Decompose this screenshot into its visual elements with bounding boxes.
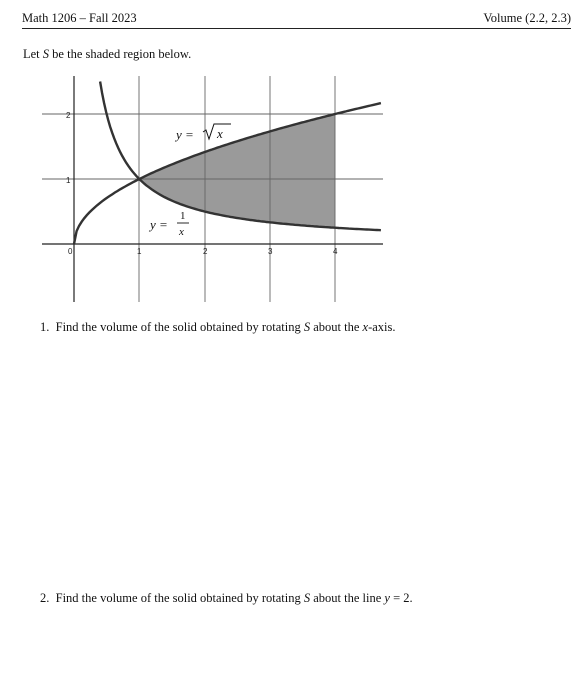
label-recip-lhs: y = xyxy=(150,217,168,232)
label-recip-num: 1 xyxy=(180,210,186,222)
q1-number: 1. xyxy=(40,320,50,334)
intro-var: S xyxy=(42,47,50,61)
q1-text-c: -axis. xyxy=(368,320,396,334)
x-tick-3: 3 xyxy=(268,247,273,256)
q2-number: 2. xyxy=(40,591,50,605)
question-1 xyxy=(40,320,396,335)
question-2 xyxy=(40,591,413,606)
shaded-region xyxy=(139,114,335,228)
q1-text-a: Find the volume of the solid obtained by rotating xyxy=(55,320,304,334)
x-tick-4: 4 xyxy=(333,247,338,256)
x-tick-1: 1 xyxy=(137,247,142,256)
intro-after: be the shaded region below. xyxy=(49,47,192,61)
intro-before: Let xyxy=(23,47,43,61)
label-sqrt xyxy=(174,124,231,142)
topic-title: Volume (2.2, 2.3) xyxy=(483,11,571,25)
label-sqrt-lhs: y = xyxy=(176,127,194,142)
y-tick-1: 1 xyxy=(66,176,71,185)
q2-text-a: Find the volume of the solid obtained by rotating xyxy=(55,591,304,605)
y-tick-2: 2 xyxy=(66,111,71,120)
q2-var: S xyxy=(303,591,311,605)
q1-var: S xyxy=(303,320,311,334)
label-recip-den: x xyxy=(179,226,184,238)
label-recip xyxy=(148,210,189,238)
x-tick-2: 2 xyxy=(203,247,208,256)
q2-line-var: y xyxy=(384,591,390,605)
q2-text-b: about the line xyxy=(310,591,385,605)
x-tick-0: 0 xyxy=(68,247,73,256)
label-sqrt-radicand: x xyxy=(217,126,223,141)
q1-text-b: about the xyxy=(310,320,363,334)
q2-text-c: = 2. xyxy=(389,591,413,605)
q1-axis-var: x xyxy=(362,320,369,334)
course-title: Math 1206 – Fall 2023 xyxy=(22,11,137,25)
